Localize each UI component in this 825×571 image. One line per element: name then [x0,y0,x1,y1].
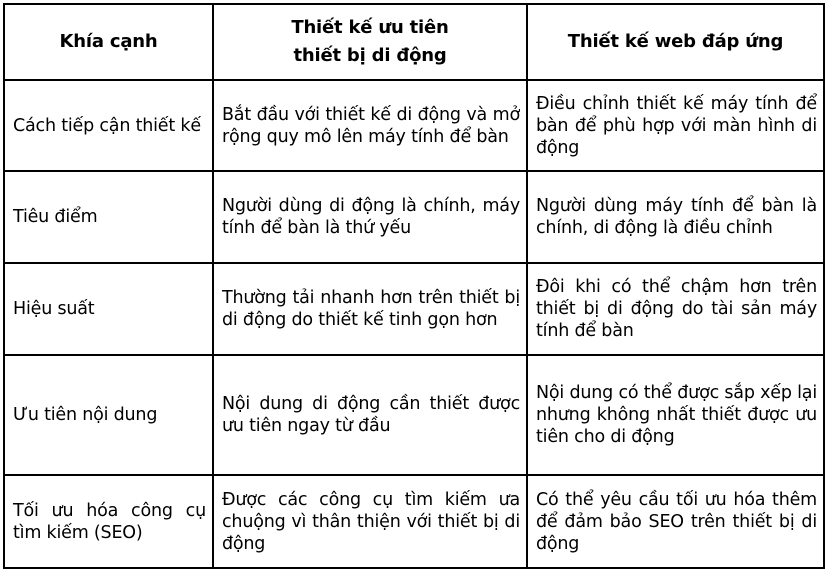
cell-responsive: Đôi khi có thể chậm hơn trên thiết bị di động do tài sản máy tính để bàn [527,263,824,355]
cell-responsive: Có thể yêu cầu tối ưu hóa thêm để đảm bảo SEO trên thiết bị di động [527,475,824,568]
cell-aspect: Tiêu điểm [4,171,213,263]
table-row [4,80,824,171]
cell-mobile-first: Bắt đầu với thiết kế di động và mở rộng quy mô lên máy tính để bàn [213,80,527,171]
cell-responsive: Điều chỉnh thiết kế máy tính để bàn để phù hợp với màn hình di động [527,80,824,171]
table-header-row [4,4,824,80]
cell-mobile-first: Được các công cụ tìm kiếm ưa chuộng vì thân thiện với thiết bị di động [213,475,527,568]
header-aspect: Khía cạnh [4,4,213,80]
cell-mobile-first: Thường tải nhanh hơn trên thiết bị di động do thiết kế tinh gọn hơn [213,263,527,355]
table-row [4,355,824,475]
cell-mobile-first: Người dùng di động là chính, máy tính để bàn là thứ yếu [213,171,527,263]
cell-aspect: Ưu tiên nội dung [4,355,213,475]
cell-aspect: Hiệu suất [4,263,213,355]
comparison-table [3,3,825,569]
cell-aspect: Cách tiếp cận thiết kế [4,80,213,171]
cell-responsive: Nội dung có thể được sắp xếp lại nhưng không nhất thiết được ưu tiên cho di động [527,355,824,475]
header-mobile-first [213,4,527,80]
header-mobile-first-line2: thiết bị di động [293,45,447,66]
cell-responsive: Người dùng máy tính để bàn là chính, di động là điều chỉnh [527,171,824,263]
table-row [4,171,824,263]
header-mobile-first-line1: Thiết kế ưu tiên [291,17,449,38]
table-row [4,263,824,355]
header-responsive: Thiết kế web đáp ứng [527,4,824,80]
cell-mobile-first: Nội dung di động cần thiết được ưu tiên ngay từ đầu [213,355,527,475]
table-row [4,475,824,568]
cell-aspect: Tối ưu hóa công cụ tìm kiếm (SEO) [4,475,213,568]
